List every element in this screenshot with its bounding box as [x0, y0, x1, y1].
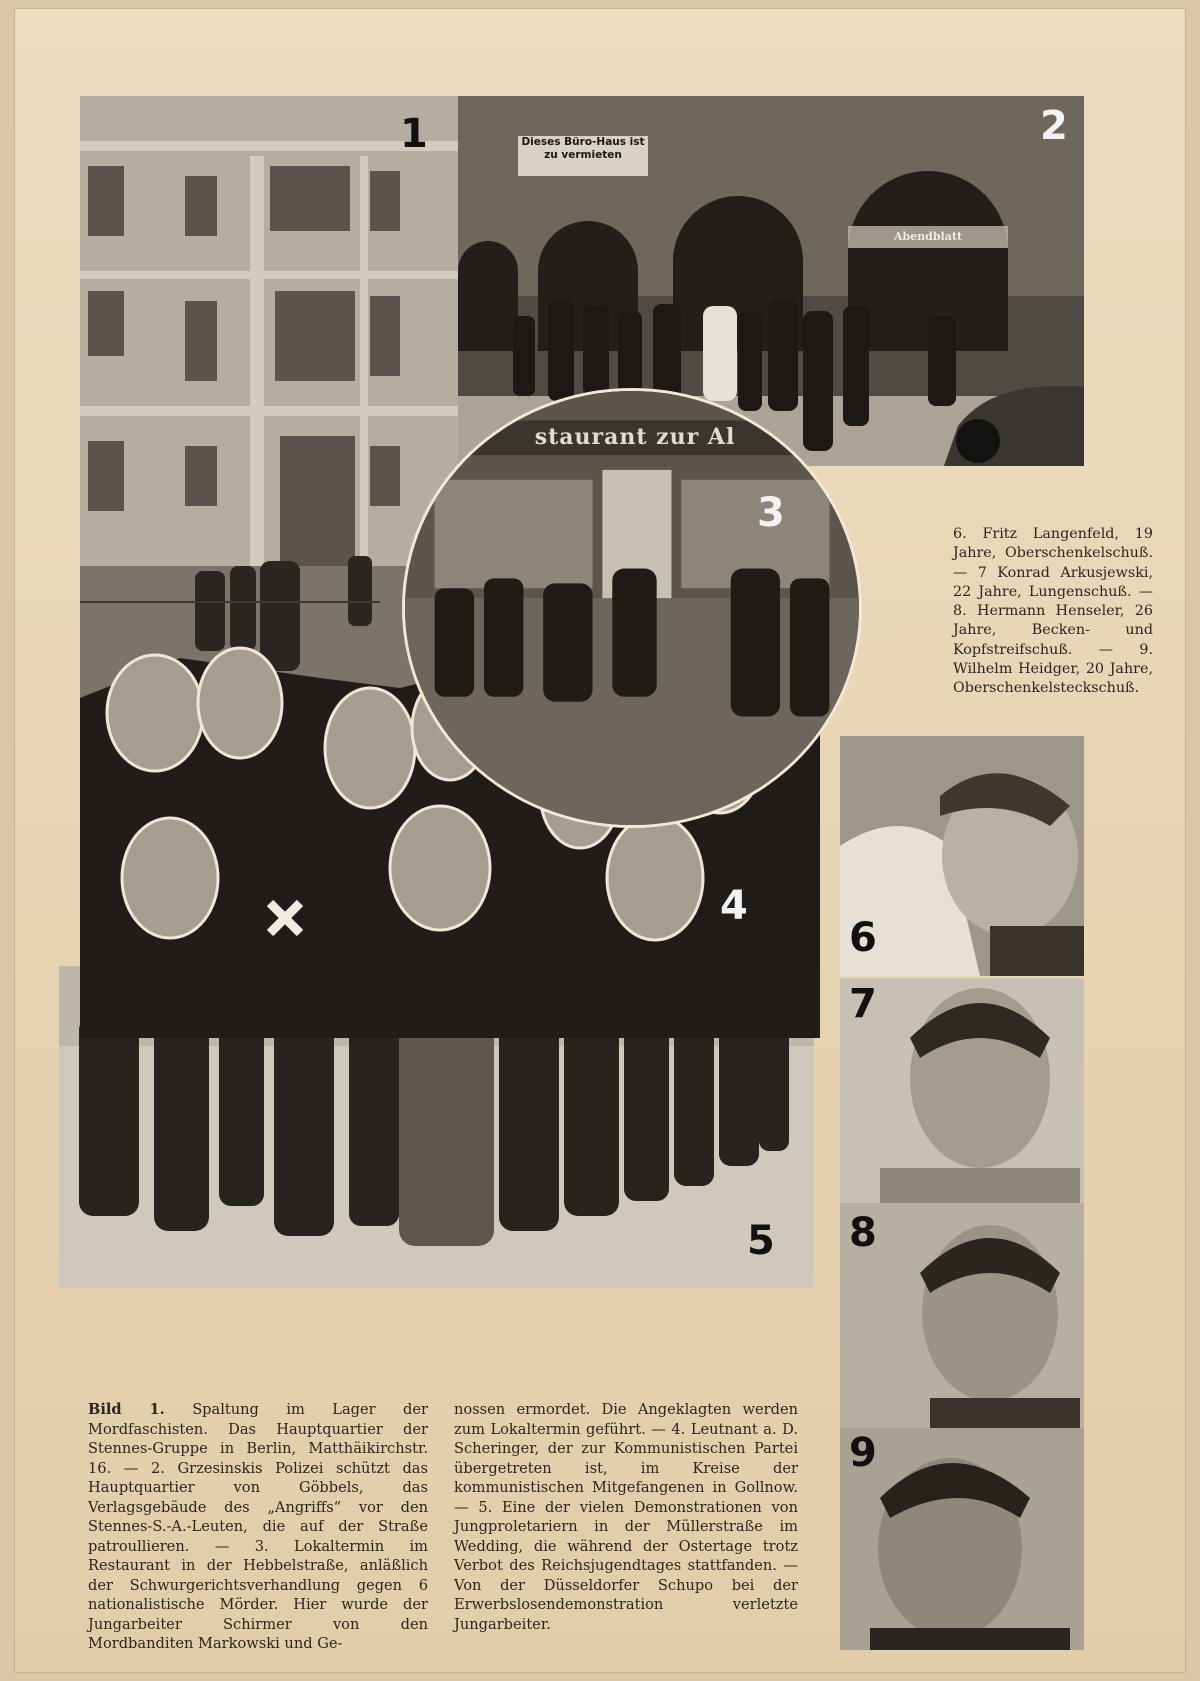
magazine-page [14, 8, 1186, 1673]
photo-number-9: 9 [849, 1430, 877, 1476]
photo-number-1: 1 [400, 111, 428, 157]
caption-right: nossen ermordet. Die Angeklagten werden zum Lokaltermin geführt. — 4. Leutnant a. D. Scheringer, der zur Kommunistischen Partei übergetreten ist, im Kreise der kommunistischen Mitgefangenen in Gollnow. — 5. Eine der vielen Demonstrationen von Jungproletariern in der Müllerstraße im Wedding, die während der Ostertage trotz Verbot des Reichsjugendtages stattfanden. — Von der Düsseldorfer Schupo bei der Erwerbslosendemonstration verletzte Jungarbeiter. [454, 1401, 798, 1633]
side-caption: 6. Fritz Langenfeld, 19 Jahre, Oberschenkelschuß. — 7 Konrad Arkusjewski, 22 Jahre, Lungenschuß. — 8. Hermann Henseler, 26 Jahre, Becken- und Kopfstreifschuß. — 9. Wilhelm Heidger, 20 Jahre, Oberschenkelsteckschuß. [953, 526, 1153, 697]
abendblatt-sign [848, 228, 1008, 248]
caption-left-text: Spaltung im Lager der Mordfaschisten. Das Hauptquartier der Stennes-Gruppe in Berlin, Matthäikirchstr. 16. — 2. Grzesinskis Polizei schützt das Hauptquartier von Göbbels, das Verlagsgebäude des „Angriffs“ vor den Stennes-S.-A.-Leuten, die auf der Straße patroullieren. — 3. Lokaltermin im Restaurant in der Hebbelstraße, anläßlich der Schwurgerichtsverhandlung gegen 6 nationalistische Mörder. Hier wurde der Jungarbeiter Schirmer von den Mordbanditen Markowski und Ge- [88, 1401, 429, 1652]
sign-office-to-let: Dieses Büro-Haus ist zu vermieten [521, 136, 645, 161]
shop-sign [518, 136, 648, 176]
photo-3-restaurant [402, 388, 862, 828]
restaurant-sign: staurant zur Al [534, 424, 736, 450]
photo-number-7: 7 [849, 981, 877, 1027]
photo-number-8: 8 [849, 1210, 877, 1256]
photo-number-4: 4 [720, 883, 748, 929]
photo-number-6: 6 [849, 915, 877, 961]
photo-number-3: 3 [757, 490, 785, 536]
caption-left [88, 1400, 428, 1654]
photo-number-5: 5 [747, 1218, 775, 1264]
photo-number-2: 2 [1040, 103, 1068, 149]
caption-lead: Bild 1. [88, 1401, 165, 1418]
sign-abendblatt: Abendblatt [893, 230, 963, 243]
